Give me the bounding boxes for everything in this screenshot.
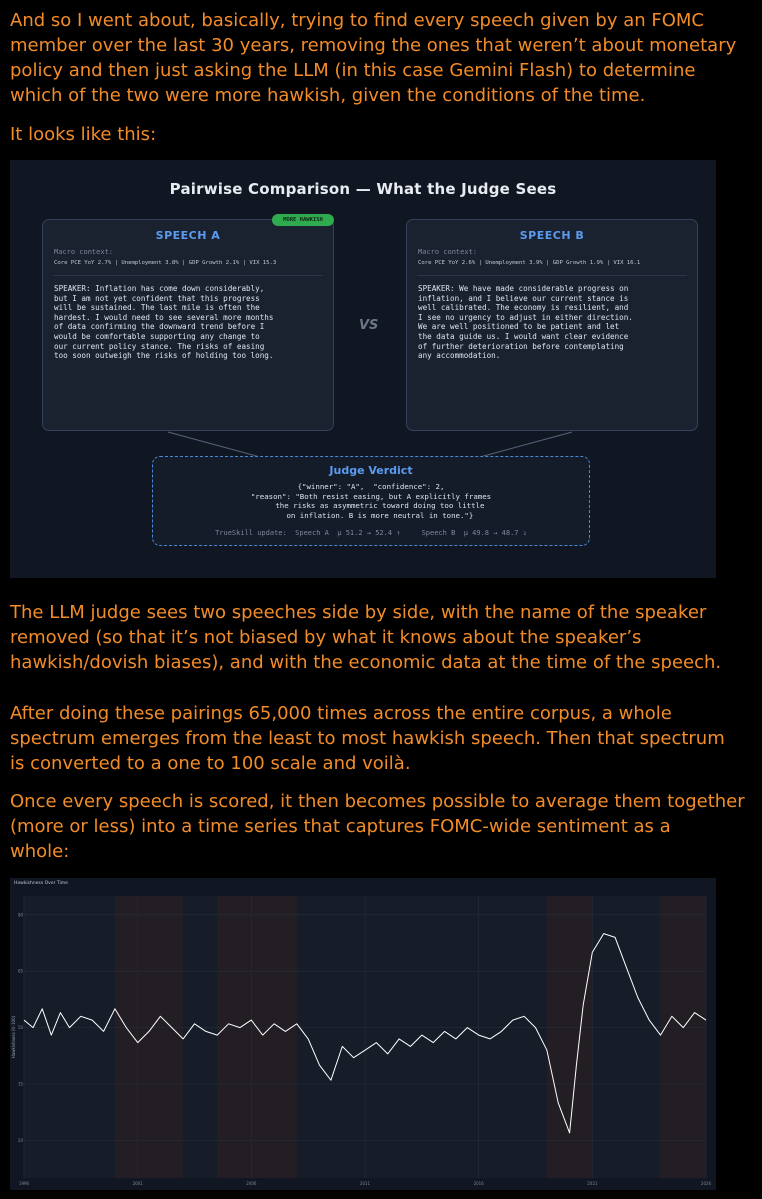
macro-context-label: Macro context:: [54, 248, 114, 256]
intro-paragraph: [10, 8, 752, 108]
judge-verdict-box: [152, 456, 590, 546]
pairings-paragraph: After doing these pairings 65,000 times across the entire corpus, a whole spectrum emerges from the least to most hawkish speech. Then that spectrum is converted to a one to 100 scale and voilà.: [10, 703, 725, 774]
more-hawkish-badge: MORE HAWKISH: [272, 214, 334, 226]
y-tick-label: 35: [18, 1081, 24, 1087]
macro-context-values: Core PCE YoY 2.6% | Unemployment 3.9% | GDP Growth 1.9% | VIX 16.1: [418, 260, 641, 266]
y-tick-label: 65: [18, 968, 24, 974]
x-tick-label: 2011: [359, 1181, 371, 1186]
y-tick-label: 50: [18, 1025, 24, 1031]
hawkishness-chart: [10, 878, 716, 1190]
judge-verdict-heading: Judge Verdict: [329, 464, 413, 477]
y-tick-label: 80: [18, 912, 24, 918]
intro-line: which of the two were more hawkish, given the conditions of the time.: [10, 85, 646, 106]
x-tick-label: 1996: [18, 1181, 30, 1186]
speech-b-text: SPEAKER: We have made considerable progress on inflation, and I believe our current stance is well calibrated. The economy is resilient, and I see no urgency to adjust in either direction. We are well positioned to be patient and let the data guide us. I would want clear evidence of further deterioration before contemplating any accommodation.: [418, 284, 633, 361]
x-tick-label: 2001: [132, 1181, 143, 1186]
pairwise-comparison-diagram: [10, 160, 716, 578]
intro-line: policy and then just asking the LLM (in this case Gemini Flash) to determine: [10, 60, 696, 81]
speech-a-heading: SPEECH A: [155, 229, 221, 242]
trueskill-update: TrueSkill update: Speech A μ 51.2 → 52.4 ↑ Speech B μ 49.8 → 48.7 ↓: [215, 529, 527, 537]
x-tick-label: 2021: [587, 1181, 598, 1186]
judge-verdict-json: {"winner": "A", "confidence": 2, "reason": "Both resist easing, but A explicitly frames the risks as asymmetric toward doing too little on inflation. B is more neutral in tone."}: [250, 482, 492, 520]
diagram-title: Pairwise Comparison — What the Judge Sees: [169, 180, 557, 198]
intro-line: And so I went about, basically, trying to find every speech given by an FOMC: [10, 10, 705, 31]
x-tick-label: 2006: [246, 1181, 257, 1186]
judge-explanation-paragraph: The LLM judge sees two speeches side by side, with the name of the speaker removed (so that it’s not biased by what it knows about the speaker’s hawkish/dovish biases), and with the economic data at the time of the speech.: [10, 602, 722, 673]
y-tick-label: 20: [18, 1137, 24, 1143]
shaded-band: [547, 896, 592, 1178]
speech-b-heading: SPEECH B: [519, 229, 585, 242]
chart-plot: [10, 878, 716, 1190]
x-tick-label: 2026: [700, 1181, 712, 1186]
y-axis-label: Hawkishness (0–100): [11, 1015, 16, 1059]
shaded-band: [661, 896, 706, 1178]
shaded-band: [115, 896, 183, 1178]
looks-like-text: It looks like this:: [10, 124, 157, 145]
speech-b-card: [406, 219, 698, 431]
time-series-paragraph: Once every speech is scored, it then becomes possible to average them together (more or less) into a time series that captures FOMC-wide sentiment as a whole:: [10, 791, 745, 862]
speech-a-card: [42, 219, 334, 431]
x-tick-label: 2016: [473, 1181, 484, 1186]
chart-title: Hawkishness Over Time: [14, 881, 68, 886]
macro-context-label: Macro context:: [418, 248, 478, 256]
speech-a-text: SPEAKER: Inflation has come down considerably, but I am not yet confident that this progress will be sustained. The last mile is often the hardest. I would need to see several more months of data confirming the downward trend before I would be comfortable supporting any change to our current policy stance. The risks of easing too soon outweigh the risks of holding too long.: [54, 284, 274, 361]
intro-line: member over the last 30 years, removing the ones that weren’t about monetary: [10, 35, 737, 56]
divider: [417, 275, 687, 276]
vs-label: VS: [359, 318, 379, 333]
shaded-band: [217, 896, 297, 1178]
macro-context-values: Core PCE YoY 2.7% | Unemployment 3.8% | GDP Growth 2.1% | VIX 15.3: [54, 260, 277, 266]
divider: [53, 275, 323, 276]
